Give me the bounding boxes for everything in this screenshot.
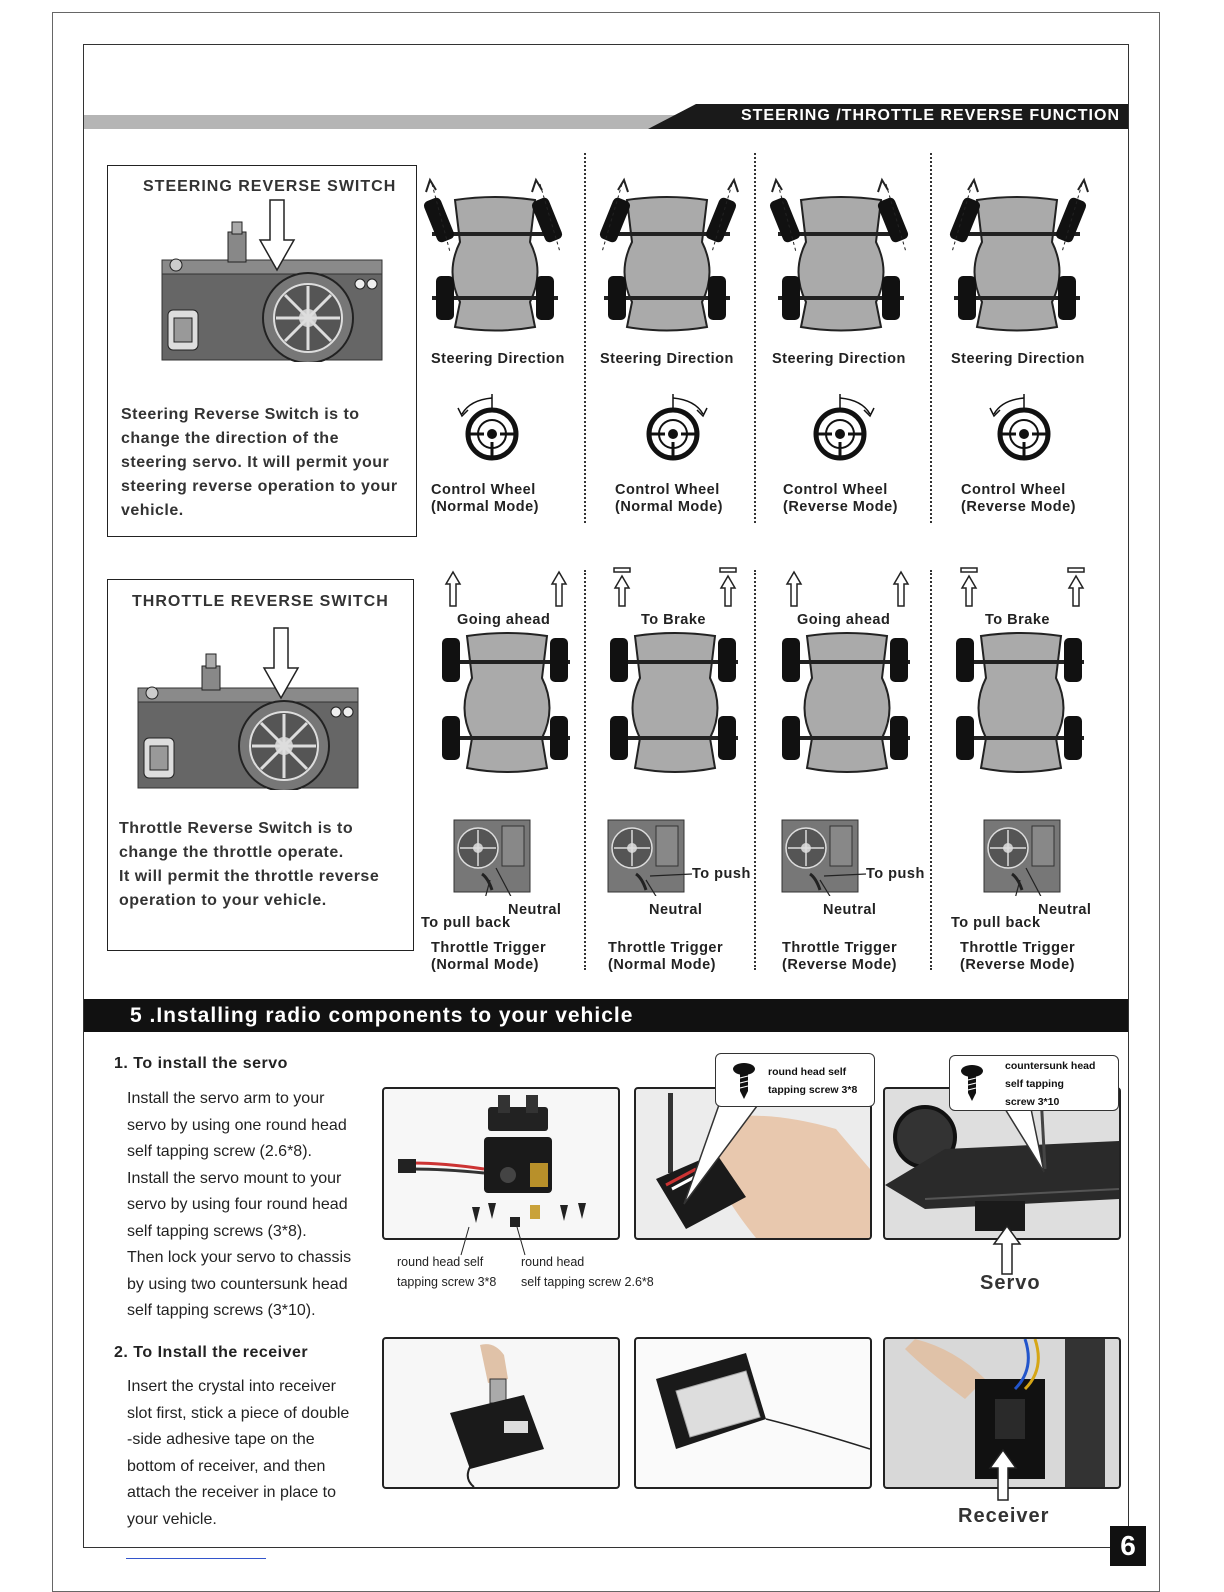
throttle-action-label: Going ahead [797,612,891,628]
receiver-tape-photo [634,1337,872,1489]
countersunk-screw-icon [957,1063,987,1103]
to-push-label: To push [692,866,751,882]
steering-desc-line: steering reverse operation to your [121,478,398,495]
control-wheel-line: Control Wheel [431,482,536,498]
trigger-mode: (Reverse Mode) [960,957,1075,973]
step-1-line: self tapping screws (3*10). [127,1302,316,1319]
throttle-trigger-label [960,940,1075,974]
steering-direction-label: Steering Direction [431,351,565,367]
page-number: 6 [1110,1526,1146,1566]
step-2-instructions [127,1374,349,1533]
steering-direction-label: Steering Direction [772,351,906,367]
steering-direction-label: Steering Direction [600,351,734,367]
step-2-line: your vehicle. [127,1510,217,1528]
throttle-desc-line: Throttle Reverse Switch is to [119,820,354,837]
servo-up-arrow-icon [990,1224,1024,1276]
steering-desc-line: vehicle. [121,502,184,519]
steering-desc-line: change the direction of the [121,430,339,447]
receiver-up-arrow-icon [986,1448,1020,1502]
step-1-line: self tapping screw (2.6*8). [127,1143,312,1160]
throttle-trigger-illustrations [450,816,1110,896]
steering-box-title: STEERING REVERSE SWITCH [143,178,397,195]
callout-line: screw 3*10 [1005,1096,1060,1108]
throttle-desc-line: operation to your vehicle. [119,892,327,909]
control-wheel-mode: (Reverse Mode) [783,499,898,515]
transmitter-steering-switch-illustration [158,198,384,362]
neutral-label: Neutral [1038,902,1092,918]
screw-pointer-lines [455,1225,535,1257]
callout-2-pointer [990,1100,1060,1180]
throttle-desc-line: change the throttle operate. [119,844,344,861]
trigger-line: Throttle Trigger [608,940,724,956]
throttle-action-label: To Brake [641,612,706,628]
callout-line: countersunk head [1005,1060,1096,1072]
transmitter-throttle-switch-illustration [134,626,360,790]
step-1-line: by using two countersunk head [127,1275,348,1293]
steering-desc-line: steering servo. It will permit your [121,454,390,471]
servo-label: Servo [980,1272,1041,1294]
callout-line: tapping screw 3*8 [768,1084,858,1096]
step-2-line: slot first, stick a piece of double [127,1404,350,1422]
step-1-line: servo by using four round head [127,1196,348,1213]
callout-line: self tapping [1005,1078,1064,1090]
throttle-action-label: To Brake [985,612,1050,628]
throttle-trigger-label [608,940,723,974]
to-pull-back-label: To pull back [421,915,511,931]
control-wheel-label [615,482,723,516]
step-1-line: servo by using one round head [127,1116,347,1134]
control-wheel-line: Control Wheel [615,482,720,498]
steering-direction-label: Steering Direction [951,351,1085,367]
control-wheel-label [961,482,1076,516]
control-wheel-line: Control Wheel [783,482,888,498]
step-1-instructions [127,1086,351,1325]
throttle-trigger-label [782,940,897,974]
neutral-label: Neutral [823,902,877,918]
section-5-title: 5 .Installing radio components to your vehicle [130,1004,634,1027]
control-wheel-mode: (Normal Mode) [615,499,723,515]
trigger-mode: (Reverse Mode) [782,957,897,973]
receiver-label: Receiver [958,1505,1050,1527]
trigger-line: Throttle Trigger [782,940,898,956]
step-1-title: 1. To install the servo [114,1055,288,1072]
receiver-tape-illustration [636,1339,870,1487]
label-line: self tapping screw 2.6*8 [521,1275,654,1289]
control-wheel-mode: (Normal Mode) [431,499,539,515]
trigger-line: Throttle Trigger [960,940,1076,956]
trigger-mode: (Normal Mode) [431,957,539,973]
throttle-box-description [119,817,379,913]
neutral-label: Neutral [649,902,703,918]
trigger-mode: (Normal Mode) [608,957,716,973]
neutral-label: Neutral [508,902,562,918]
screw-icon [729,1061,759,1101]
label-line: round head self [397,1255,484,1269]
step-2-line: bottom of receiver, and then [127,1457,326,1475]
callout-1-text [768,1063,857,1099]
label-line: tapping screw 3*8 [397,1275,497,1289]
receiver-crystal-photo [382,1337,620,1489]
label-line: round head [521,1255,585,1269]
control-wheel-label [431,482,539,516]
steering-box-description [121,403,398,523]
step-1-line: self tapping screws (3*8). [127,1222,307,1240]
callout-line: round head self [768,1066,847,1078]
control-wheel-line: Control Wheel [961,482,1066,498]
step-2-line: -side adhesive tape on the [127,1431,315,1448]
receiver-crystal-illustration [384,1339,618,1487]
control-wheel-icons [440,382,1120,468]
control-wheel-mode: (Reverse Mode) [961,499,1076,515]
callout-1-pointer [660,1100,780,1210]
throttle-desc-line: It will permit the throttle reverse [119,868,380,885]
throttle-direction-arrows [440,566,1090,608]
to-pull-back-label: To pull back [951,915,1041,931]
callout-2-text [1005,1057,1095,1111]
steering-desc-line: Steering Reverse Switch is to [121,406,360,423]
throttle-car-diagrams [432,628,1092,778]
to-push-label: To push [866,866,925,882]
step-1-line: Install the servo arm to your [127,1090,325,1107]
step-2-title: 2. To Install the receiver [114,1344,309,1361]
throttle-trigger-label [431,940,546,974]
servo-parts-illustration [384,1089,618,1238]
round-head-screw-2-6x8-label [521,1252,654,1292]
step-2-line: attach the receiver in place to [127,1484,337,1501]
throttle-box-title: THROTTLE REVERSE SWITCH [132,593,389,610]
header-title: STEERING /THROTTLE REVERSE FUNCTION [740,107,1120,124]
footer-link-line [126,1558,266,1559]
throttle-action-label: Going ahead [457,612,551,628]
steering-car-diagrams [420,172,1120,342]
control-wheel-label [783,482,898,516]
step-2-line: Insert the crystal into receiver [127,1378,336,1395]
step-1-line: Install the servo mount to your [127,1169,342,1187]
servo-parts-photo [382,1087,620,1240]
step-1-line: Then lock your servo to chassis [127,1249,352,1266]
trigger-line: Throttle Trigger [431,940,547,956]
round-head-screw-3x8-label [397,1252,496,1292]
